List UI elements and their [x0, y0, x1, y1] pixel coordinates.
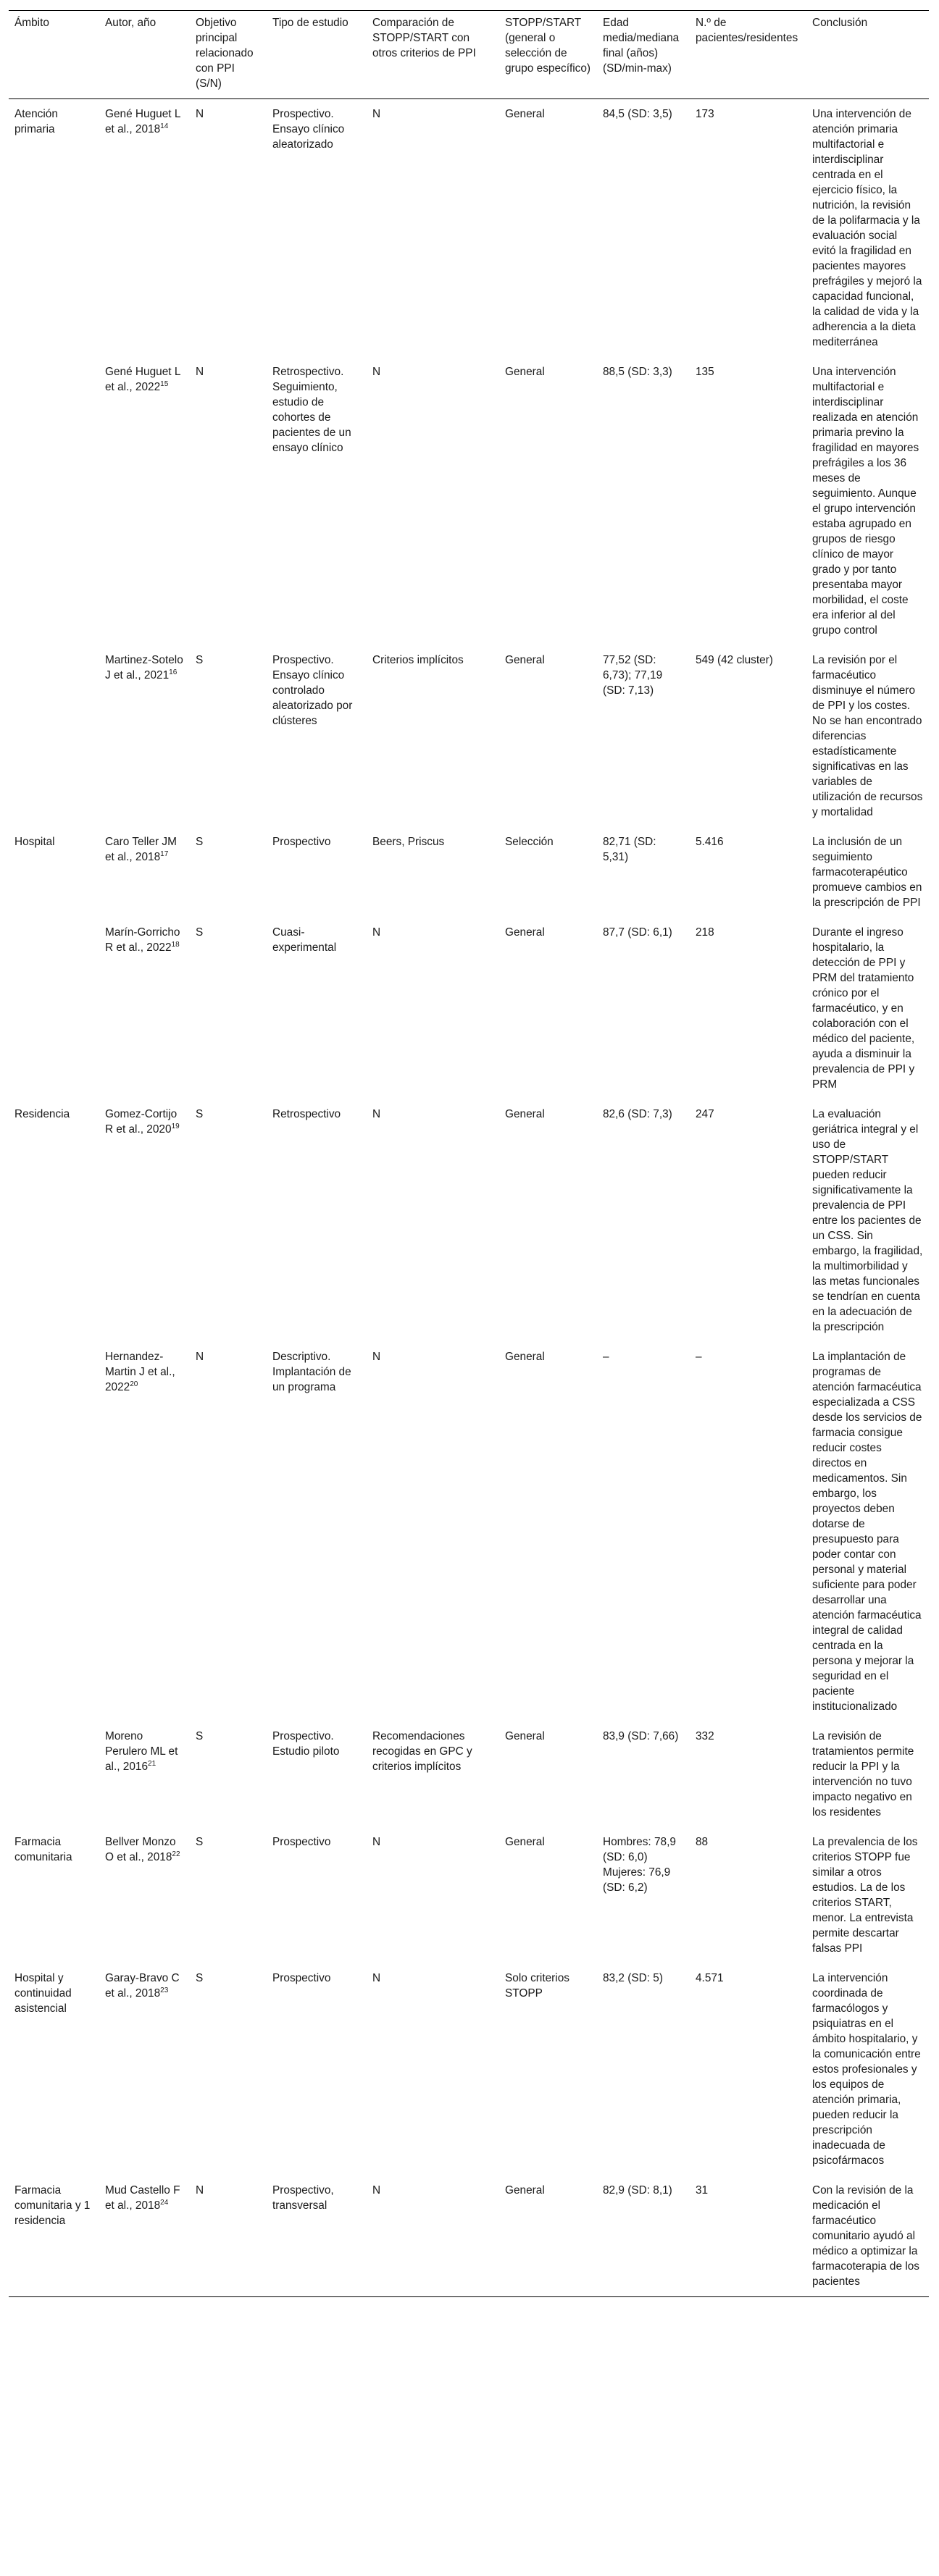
table-row	[9, 1099, 929, 1342]
header-stopp: STOPP/START (general o selección de grupo específico)	[499, 11, 597, 99]
cell-comparacion: Beers, Priscus	[372, 836, 445, 848]
cell-conclusion: Una intervención multifactorial e interdisciplinar realizada en atención primaria previno la fragilidad en mayores prefrágiles a los 36 meses de seguimiento. Aunque el grupo intervención estaba agrupado en grupos de riesgo clínico de mayor grado y por tanto presentaba mayor morbilidad, el coste era inferior al del grupo control	[812, 366, 919, 637]
author-text: Bellver Monzo O et al., 2018	[105, 1836, 176, 1863]
cell-tipo: Prospectivo, transversal	[267, 2176, 367, 2297]
table-row	[9, 918, 929, 1099]
cell-edad: 82,71 (SD: 5,31)	[603, 836, 656, 863]
cell-conclusion: La revisión de tratamientos permite reducir la PPI y la intervención no tuvo impacto negativo en los residentes	[812, 1730, 914, 1818]
cell-conclusion: La intervención coordinada de farmacólogos y psiquiatras en el ámbito hospitalario, y la comunicación entre estos profesionales y los equipos de atención primaria, pueden reducir la prescripción inadecuada de psicofármacos	[812, 1972, 921, 2167]
cell-conclusion: La prevalencia de los criterios STOPP fue similar a otros estudios. La de los criterios START, menor. La entrevista permite descartar falsas PPI	[812, 1836, 918, 1955]
cell-stopp: General	[505, 1730, 545, 1742]
cell-edad: 82,9 (SD: 8,1)	[597, 2176, 690, 2297]
cell-n: 5.416	[696, 836, 724, 848]
cell-autor	[99, 357, 190, 645]
reference-number: 22	[172, 1850, 180, 1858]
cell-n: 332	[696, 1730, 714, 1742]
cell-edad: Hombres: 78,9 (SD: 6,0) Mujeres: 76,9 (SD: 6,2)	[603, 1836, 676, 1894]
table-row	[9, 827, 929, 918]
cell-edad: 77,52 (SD: 6,73); 77,19 (SD: 7,13)	[603, 654, 663, 697]
cell-stopp: General	[505, 1836, 545, 1848]
author-text: Gené Huguet L et al., 2018	[105, 108, 180, 135]
header-edad: Edad media/mediana final (años) (SD/min-max)	[597, 11, 690, 99]
cell-ambito: Atención primaria	[14, 108, 58, 135]
cell-ambito	[9, 1342, 99, 1721]
cell-autor	[99, 99, 190, 358]
table-row	[9, 1827, 929, 1963]
reference-number: 16	[169, 668, 178, 676]
cell-objetivo: N	[196, 1351, 204, 1363]
cell-edad: 83,9 (SD: 7,66)	[603, 1730, 679, 1742]
cell-n: 173	[696, 108, 714, 120]
cell-tipo: Descriptivo. Implantación de un programa	[272, 1351, 351, 1393]
author-text: Garay-Bravo C et al., 2018	[105, 1972, 180, 2000]
cell-autor	[99, 1963, 190, 2176]
cell-n: –	[696, 1351, 702, 1363]
cell-edad: 88,5 (SD: 3,3)	[603, 366, 672, 378]
cell-n: 549 (42 cluster)	[696, 654, 773, 666]
cell-autor	[99, 827, 190, 918]
cell-comparacion: N	[372, 1972, 381, 1984]
header-row	[9, 11, 929, 99]
cell-conclusion: La revisión por el farmacéutico disminuye el número de PPI y los costes. No se han encontrado diferencias estadísticamente significativas en las variables de utilización de recursos y mortalidad	[812, 654, 923, 818]
cell-stopp: General	[499, 2176, 597, 2297]
cell-ambito: Hospital y continuidad asistencial	[14, 1972, 72, 2015]
cell-autor	[99, 2176, 190, 2297]
cell-n: 247	[696, 1108, 714, 1120]
author-text: Martinez-Sotelo J et al., 2021	[105, 654, 183, 681]
cell-ambito: Farmacia comunitaria	[14, 1836, 72, 1863]
cell-tipo: Prospectivo. Ensayo clínico controlado aleatorizado por clústeres	[272, 654, 353, 727]
reference-number: 20	[130, 1380, 138, 1388]
cell-autor	[99, 918, 190, 1099]
header-tipo: Tipo de estudio	[267, 11, 367, 99]
cell-tipo: Cuasi-experimental	[272, 926, 337, 954]
table-row	[9, 357, 929, 645]
studies-table	[9, 10, 929, 2297]
cell-conclusion: La implantación de programas de atención farmacéutica especializada a CSS desde los servicios de farmacia consigue reducir costes directos en medicamentos. Sin embargo, los proyectos deben dotarse de presupuesto para poder contar con personal y material suficiente para poder desarrollar una atención farmacéutica integral de calidad centrada en la persona y mejorar la seguridad en el paciente institucionalizado	[812, 1351, 922, 1713]
cell-n: 31	[690, 2176, 806, 2297]
author-text: Caro Teller JM et al., 2018	[105, 836, 177, 863]
reference-number: 15	[160, 379, 169, 388]
cell-stopp: General	[505, 366, 545, 378]
header-comparacion: Comparación de STOPP/START con otros criterios de PPI	[367, 11, 499, 99]
cell-comparacion: Recomendaciones recogidas en GPC y criterios implícitos	[372, 1730, 472, 1773]
author-text: Moreno Perulero ML et al., 2016	[105, 1730, 178, 1773]
cell-tipo: Retrospectivo. Seguimiento, estudio de cohortes de pacientes de un ensayo clínico	[272, 366, 351, 454]
cell-comparacion: N	[367, 2176, 499, 2297]
table-header	[9, 11, 929, 99]
cell-comparacion: N	[372, 1108, 381, 1120]
header-autor: Autor, año	[99, 11, 190, 99]
cell-stopp: General	[505, 1351, 545, 1363]
cell-tipo: Prospectivo. Ensayo clínico aleatorizado	[272, 108, 345, 151]
cell-objetivo: S	[196, 1972, 204, 1984]
header-objetivo: Objetivo principal relacionado con PPI (S/N)	[190, 11, 267, 99]
cell-objetivo: S	[196, 836, 204, 848]
cell-tipo: Prospectivo. Estudio piloto	[272, 1730, 340, 1758]
cell-edad: –	[603, 1351, 609, 1363]
cell-n: 88	[696, 1836, 709, 1848]
table-row	[9, 1342, 929, 1721]
header-n: N.º de pacientes/residentes	[690, 11, 806, 99]
author-text: Mud Castello F et al., 2018	[105, 2184, 180, 2212]
cell-stopp: Solo criterios STOPP	[505, 1972, 569, 2000]
cell-objetivo: S	[196, 926, 204, 939]
reference-number: 24	[160, 2198, 169, 2207]
cell-tipo: Prospectivo	[272, 1972, 331, 1984]
cell-autor	[99, 1721, 190, 1827]
cell-conclusion: Con la revisión de la medicación el farmacéutico comunitario ayudó al médico a optimizar la farmacoterapia de los pacientes	[806, 2176, 929, 2297]
cell-conclusion: Una intervención de atención primaria multifactorial e interdisciplinar centrada en el ejercicio físico, la nutrición, la revisión de la polifarmacia y la evaluación social evitó la fragilidad en pacientes mayores prefrágiles y mejoró la capacidad funcional, la calidad de vida y la adherencia a la dieta mediterránea	[812, 108, 922, 348]
cell-objetivo: S	[196, 1836, 204, 1848]
table-row	[9, 99, 929, 358]
author-text: Marín-Gorricho R et al., 2022	[105, 926, 180, 954]
cell-comparacion: Criterios implícitos	[372, 654, 464, 666]
cell-stopp: General	[505, 926, 545, 939]
reference-number: 14	[160, 122, 169, 130]
reference-number: 17	[160, 849, 169, 858]
cell-conclusion: La evaluación geriátrica integral y el uso de STOPP/START pueden reducir significativamente la prevalencia de PPI entre los pacientes de un CSS. Sin embargo, la fragilidad, la multimorbilidad y las metas funcionales se tendrían en cuenta en la adecuación de la prescripción	[812, 1108, 923, 1333]
cell-ambito	[9, 645, 99, 827]
cell-objetivo: N	[196, 108, 204, 120]
cell-ambito	[9, 1721, 99, 1827]
cell-tipo: Prospectivo	[272, 1836, 331, 1848]
author-text: Gomez-Cortijo R et al., 2020	[105, 1108, 178, 1136]
cell-autor	[99, 645, 190, 827]
header-ambito: Ámbito	[9, 11, 99, 99]
reference-number: 23	[160, 1986, 169, 1994]
cell-ambito	[9, 918, 99, 1099]
cell-stopp: Selección	[505, 836, 554, 848]
cell-stopp: General	[505, 1108, 545, 1120]
cell-comparacion: N	[372, 366, 381, 378]
cell-objetivo: N	[190, 2176, 267, 2297]
table-row	[9, 1963, 929, 2176]
cell-ambito	[9, 357, 99, 645]
table-row	[9, 1721, 929, 1827]
cell-n: 135	[696, 366, 714, 378]
cell-comparacion: N	[372, 1351, 381, 1363]
cell-objetivo: S	[196, 1108, 204, 1120]
cell-ambito: Hospital	[14, 836, 55, 848]
cell-autor	[99, 1827, 190, 1963]
cell-stopp: General	[505, 654, 545, 666]
cell-tipo: Retrospectivo	[272, 1108, 341, 1120]
cell-objetivo: S	[196, 654, 204, 666]
table-row	[9, 645, 929, 827]
author-text: Hernandez-Martin J et al., 2022	[105, 1351, 175, 1393]
cell-comparacion: N	[372, 926, 381, 939]
cell-autor	[99, 1099, 190, 1342]
reference-number: 18	[171, 940, 180, 949]
cell-ambito: Farmacia comunitaria y 1 residencia	[9, 2176, 99, 2297]
reference-number: 19	[171, 1122, 180, 1130]
cell-edad: 84,5 (SD: 3,5)	[603, 108, 672, 120]
cell-objetivo: N	[196, 366, 204, 378]
cell-edad: 83,2 (SD: 5)	[603, 1972, 663, 1984]
cell-comparacion: N	[372, 1836, 381, 1848]
cell-edad: 82,6 (SD: 7,3)	[603, 1108, 672, 1120]
cell-n: 4.571	[696, 1972, 724, 1984]
reference-number: 21	[148, 1759, 156, 1768]
table-body	[9, 99, 929, 2297]
cell-tipo: Prospectivo	[272, 836, 331, 848]
cell-comparacion: N	[372, 108, 381, 120]
cell-edad: 87,7 (SD: 6,1)	[603, 926, 672, 939]
cell-ambito: Residencia	[14, 1108, 70, 1120]
header-conclusion: Conclusión	[806, 11, 929, 99]
cell-autor	[99, 1342, 190, 1721]
cell-conclusion: La inclusión de un seguimiento farmacoterapéutico promueve cambios en la prescripción de PPI	[812, 836, 922, 909]
author-text: Gené Huguet L et al., 2022	[105, 366, 180, 393]
table-row	[9, 2176, 929, 2297]
cell-conclusion: Durante el ingreso hospitalario, la detección de PPI y PRM del tratamiento crónico por el farmacéutico, y en colaboración con el médico del paciente, ayuda a disminuir la prevalencia de PPI y PRM	[812, 926, 915, 1091]
cell-objetivo: S	[196, 1730, 204, 1742]
cell-n: 218	[696, 926, 714, 939]
cell-stopp: General	[505, 108, 545, 120]
